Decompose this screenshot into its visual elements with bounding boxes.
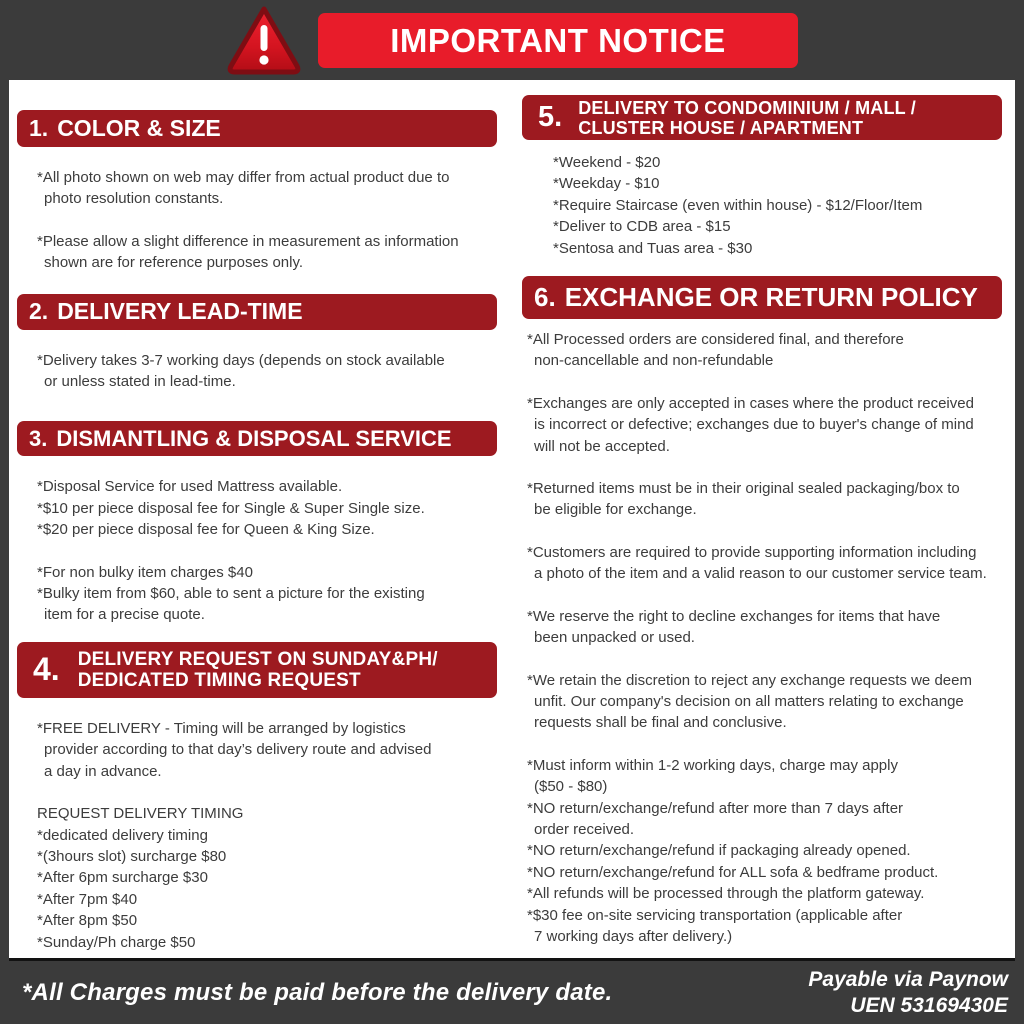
- text-line: a day in advance.: [44, 762, 162, 780]
- paragraph: [37, 562, 498, 626]
- content-area: [9, 80, 1015, 961]
- section-title-line-1: DELIVERY TO CONDOMINIUM / MALL /: [578, 97, 916, 118]
- footer-band: [0, 961, 1024, 1024]
- section-number: 3.: [29, 425, 48, 451]
- paragraph: [37, 803, 498, 953]
- section-title-line-2: DEDICATED TIMING REQUEST: [77, 669, 361, 691]
- section-4-body: [17, 718, 498, 953]
- text-line: *For non bulky item charges $40: [37, 563, 253, 581]
- text-line: a photo of the item and a valid reason to our customer service team.: [534, 565, 987, 583]
- text-line: *After 6pm surcharge $30: [37, 869, 208, 887]
- section-6-body: [522, 329, 1014, 947]
- text-line: *After 7pm $40: [37, 890, 138, 908]
- left-column: [17, 80, 498, 953]
- text-line: *Sunday/Ph charge $50: [37, 933, 196, 951]
- section-number: 2.: [29, 298, 49, 325]
- section-color-size: [17, 110, 498, 274]
- section-title: [78, 649, 438, 691]
- section-5-header: [522, 95, 1002, 140]
- text-line: *After 8pm $50: [37, 912, 138, 930]
- text-line: *Bulky item from $60, able to sent a picture for the existing: [37, 585, 425, 603]
- section-dismantling-disposal: [17, 421, 498, 625]
- footer-note: *All Charges must be paid before the delivery date.: [22, 978, 613, 1006]
- text-line: *Must inform within 1-2 working days, charge may apply: [527, 756, 898, 774]
- section-1-body: [17, 167, 498, 274]
- paragraph: [527, 542, 1014, 585]
- section-delivery-lead-time: [17, 294, 498, 393]
- section-2-header: [17, 294, 497, 330]
- text-line: *We retain the discretion to reject any exchange requests we deem: [527, 671, 972, 689]
- text-line: *Returned items must be in their original sealed packaging/box to: [527, 480, 960, 498]
- text-line: *NO return/exchange/refund for ALL sofa & bedframe product.: [527, 863, 939, 881]
- text-line: *NO return/exchange/refund if packaging already opened.: [527, 842, 911, 860]
- section-3-header: [17, 421, 497, 456]
- section-delivery-request: [17, 642, 498, 953]
- paragraph: [527, 478, 1014, 521]
- section-3-body: [17, 476, 498, 625]
- text-line: *Please allow a slight difference in measurement as information: [37, 232, 459, 250]
- section-delivery-condominium: [522, 95, 1014, 259]
- text-line: requests shall be final and conclusive.: [534, 714, 787, 732]
- section-number: 4.: [33, 651, 60, 688]
- section-number: 5.: [538, 101, 563, 133]
- text-line: 7 working days after delivery.): [534, 927, 733, 945]
- text-line: *$10 per piece disposal fee for Single & Super Single size.: [37, 499, 425, 517]
- text-line: REQUEST DELIVERY TIMING: [37, 805, 244, 823]
- right-column: [522, 80, 1014, 947]
- text-line: been unpacked or used.: [534, 629, 695, 647]
- section-title: DISMANTLING & DISPOSAL SERVICE: [56, 425, 452, 451]
- text-line: non-cancellable and non-refundable: [534, 352, 774, 370]
- section-title-line-1: DELIVERY REQUEST ON SUNDAY&PH/: [77, 648, 438, 670]
- text-line: is incorrect or defective; exchanges due to buyer's change of mind: [534, 416, 974, 434]
- text-line: shown are for reference purposes only.: [44, 254, 304, 272]
- text-line: unfit. Our company's decision on all matters relating to exchange: [534, 692, 964, 710]
- paragraph: [527, 755, 1014, 948]
- text-line: *Weekday - $10: [553, 175, 660, 193]
- text-line: *Delivery takes 3-7 working days (depends on stock available: [37, 351, 445, 369]
- paragraph: [37, 718, 498, 782]
- section-title: EXCHANGE OR RETURN POLICY: [564, 282, 978, 313]
- text-line: *NO return/exchange/refund after more than 7 days after: [527, 799, 904, 817]
- text-line: order received.: [534, 820, 635, 838]
- text-line: *$20 per piece disposal fee for Queen & King Size.: [37, 521, 375, 539]
- text-line: *All Processed orders are considered final, and therefore: [527, 331, 904, 349]
- text-line: *Exchanges are only accepted in cases where the product received: [527, 394, 974, 412]
- text-line: *Require Staircase (even within house) - $12/Floor/Item: [553, 196, 923, 214]
- text-line: will not be accepted.: [534, 437, 670, 455]
- section-title: COLOR & SIZE: [57, 115, 221, 141]
- warning-triangle-icon: [226, 5, 302, 77]
- section-title: DELIVERY LEAD-TIME: [57, 298, 303, 325]
- paragraph: [527, 329, 1014, 372]
- text-line: *FREE DELIVERY - Timing will be arranged by logistics: [37, 719, 406, 737]
- section-1-header: [17, 110, 497, 147]
- footer-payable-line-1: Payable via Paynow: [808, 967, 1008, 991]
- footer-payable: [808, 967, 1008, 1019]
- text-line: be eligible for exchange.: [534, 501, 697, 519]
- section-exchange-return-policy: [522, 276, 1014, 947]
- paragraph: [37, 350, 498, 393]
- section-4-header: [17, 642, 497, 698]
- section-number: 1.: [29, 115, 49, 141]
- text-line: ($50 - $80): [534, 778, 608, 796]
- section-6-header: [522, 276, 1002, 319]
- footer-payable-line-2: UEN 53169430E: [850, 993, 1008, 1017]
- text-line: *We reserve the right to decline exchanges for items that have: [527, 607, 941, 625]
- text-line: *Customers are required to provide supporting information including: [527, 543, 977, 561]
- section-title: [578, 98, 916, 138]
- section-number: 6.: [534, 282, 556, 313]
- text-line: photo resolution constants.: [44, 190, 224, 208]
- paragraph: [527, 393, 1014, 457]
- text-line: *Disposal Service for used Mattress available.: [37, 478, 343, 496]
- paragraph: [527, 606, 1014, 649]
- text-line: *Sentosa and Tuas area - $30: [553, 239, 753, 257]
- paragraph: [37, 167, 498, 210]
- section-title-line-2: CLUSTER HOUSE / APARTMENT: [578, 117, 864, 138]
- paragraph: [37, 476, 498, 540]
- section-2-body: [17, 350, 498, 393]
- text-line: or unless stated in lead-time.: [44, 373, 236, 391]
- text-line: *$30 fee on-site servicing transportation (applicable after: [527, 906, 903, 924]
- paragraph: [37, 231, 498, 274]
- text-line: *dedicated delivery timing: [37, 826, 208, 844]
- text-line: *(3hours slot) surcharge $80: [37, 847, 227, 865]
- paragraph: [553, 152, 1014, 259]
- banner-important-notice: [318, 13, 798, 68]
- paragraph: [527, 670, 1014, 734]
- top-band: [0, 0, 1024, 80]
- banner-title: IMPORTANT NOTICE: [390, 21, 726, 59]
- text-line: provider according to that day’s delivery route and advised: [44, 741, 432, 759]
- text-line: *All refunds will be processed through the platform gateway.: [527, 885, 925, 903]
- section-5-body: [522, 152, 1014, 259]
- text-line: *Weekend - $20: [553, 154, 661, 171]
- text-line: item for a precise quote.: [44, 606, 205, 624]
- text-line: *All photo shown on web may differ from actual product due to: [37, 169, 450, 186]
- text-line: *Deliver to CDB area - $15: [553, 218, 731, 236]
